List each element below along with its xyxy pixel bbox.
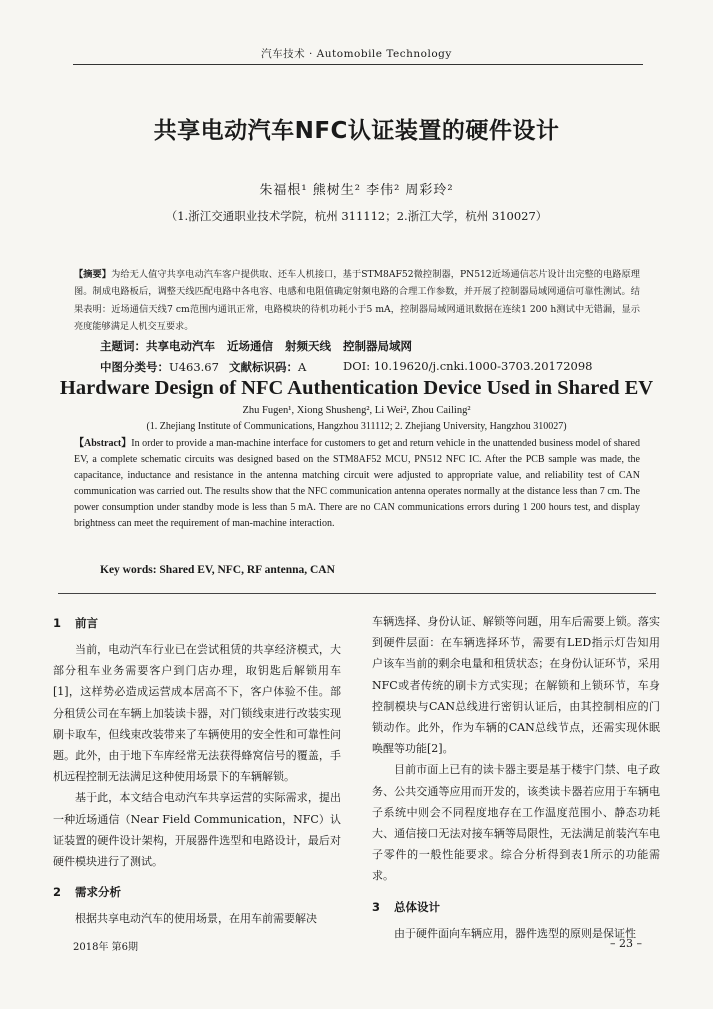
- body-paragraph: 目前市面上已有的读卡器主要是基于楼宇门禁、电子政务、公共交通等应用而开发的，该类读卡器若应用于车辆电子系统中则会不同程度地存在工作温度范围小、静态功耗大、通信接口无法对接车辆等局限性，无法满足前装汽车电子零件的一般性能要求。综合分析得到表1所示的功能需求。: [372, 763, 660, 883]
- body-paragraph: 由于硬件面向车辆应用，器件选型的原则是保证性: [394, 926, 636, 940]
- section-title: 需求分析: [75, 885, 121, 900]
- keywords-zh: [100, 338, 640, 354]
- section-divider: [58, 593, 656, 594]
- section-number: 1: [53, 616, 62, 630]
- section-number: 2: [53, 885, 62, 900]
- body-paragraph: 当前，电动汽车行业已在尝试租赁的共享经济模式，大部分租车业务需要客户到门店办理，取钥匙后解锁用车[1]，这样势必造成运营成本居高不下，客户体验不佳。部分租赁公司在车辆上加装读卡器，对门锁线束进行改装实现刷卡取车，但线束改装带来了车辆使用的安全性和可靠性问题。此外，由于地下车库经常无法获得蜂窝信号的覆盖，手机远程控制无法满足这种使用场景下的车辆解锁。: [53, 643, 341, 784]
- section-heading-requirements: [53, 880, 341, 908]
- keyword-zh: 控制器局域网: [343, 339, 412, 353]
- keywords-en: Key words: Shared EV, NFC, RF antenna, CAN: [100, 564, 335, 576]
- abstract-en-label: 【Abstract】: [74, 438, 132, 449]
- abstract-en: [74, 436, 640, 533]
- abstract-zh: [74, 266, 640, 335]
- keyword-zh: 近场通信: [227, 339, 273, 353]
- body-paragraph: 根据共享电动汽车的使用场景，在用车前需要解决: [75, 912, 317, 926]
- abstract-zh-text: 为给无人值守共享电动汽车客户提供取、还车人机接口，基于STM8AF52微控制器，PN512近场通信芯片设计出完整的电路原理图。制成电路板后，调整天线匹配电路中各电容、电感和电阻值确定射频电路的合理工作参数，并开展了控制器局域网通信可靠性测试。结果表明：近场通信天线7 cm范围内通讯正常，电路模块的待机功耗小于5 mA，控制器局域网通讯数据在连续1 200 h测试中无错漏，显示亮度能够满足人机交互要求。: [74, 269, 640, 332]
- running-head: 汽车技术 · Automobile Technology: [261, 48, 452, 60]
- section-title: 总体设计: [394, 899, 440, 914]
- header-rule: [73, 64, 643, 65]
- doi-value: 10.19620/j.cnki.1000-3703.20172098: [373, 359, 593, 373]
- authors-en: Zhu Fugen¹, Xiong Shusheng², Li Wei², Zhou Cailing²: [242, 405, 471, 416]
- footer-issue: 2018年 第6期: [73, 942, 138, 953]
- doi: [343, 359, 592, 373]
- keyword-zh: 射频天线: [285, 339, 331, 353]
- paper-title-en: Hardware Design of NFC Authentication Device Used in Shared EV: [59, 377, 654, 399]
- section-title: 前言: [75, 616, 98, 630]
- keywords-zh-label: 主题词：: [100, 339, 146, 353]
- affiliation-en: (1. Zhejiang Institute of Communications, Hangzhou 311112; 2. Zhejiang University, Hangzhou 310027): [146, 421, 567, 432]
- abstract-en-text: In order to provide a man-machine interface for customers to get and return vehicle in the unattended business model of shared EV, a complete schematic circuits was designed based on the STM8AF52 MCU, PN512 NFC IC. After the PCB sample was made, the capacitance, inductance and resistance in the antenna matching circuit were adjusted to appropriate value, and reliability test of CAN communication was carried out. The results show that the NFC communication antenna operates normally at the distance less than 7 cm. The power consumption under standby mode is less than 5 mA. There are no CAN communications errors during 1 200 hours test, and display brightness can meet the requirement of man-machine interaction.: [74, 438, 640, 530]
- clc-label: 中图分类号：: [100, 360, 169, 374]
- clc-number: [100, 360, 219, 374]
- doi-label: DOI:: [343, 359, 371, 373]
- abstract-zh-label: 【摘要】: [74, 269, 112, 280]
- classification-row: [100, 359, 640, 375]
- body-paragraph: 车辆选择、身份认证、解锁等问题，用车后需要上锁。落实到硬件层面：在车辆选择环节，需要有LED指示灯告知用户该车当前的剩余电量和租赁状态；在身份认证环节，采用NFC或者传统的刷卡方式实现；在解锁和上锁环节，车身控制模块与CAN总线进行密钥认证后，由其控制相应的门锁动作。此外，作为车辆的CAN总线节点，还需实现休眠唤醒等功能[2]。: [372, 615, 660, 756]
- body-column-right: [372, 611, 660, 944]
- section-heading-introduction: [53, 611, 341, 639]
- page-number: – 23 –: [610, 937, 642, 950]
- keyword-zh: 共享电动汽车: [146, 339, 215, 353]
- document-code: [229, 359, 306, 375]
- affiliation-zh: （1.浙江交通职业技术学院，杭州 311112；2.浙江大学，杭州 310027）: [165, 209, 548, 223]
- body-paragraph: 基于此，本文结合电动汽车共享运营的实际需求，提出一种近场通信（Near Field Communication，NFC）认证装置的硬件设计架构，开展器件选型和电路设计，最后对硬件模块进行了测试。: [53, 791, 341, 869]
- body-column-left: [53, 611, 341, 929]
- doc-code-value: A: [298, 360, 307, 374]
- paper-title-zh: 共享电动汽车NFC认证装置的硬件设计: [153, 118, 560, 144]
- section-heading-design: [372, 895, 660, 923]
- section-number: 3: [372, 899, 381, 914]
- doc-code-label: 文献标识码：: [229, 360, 298, 374]
- authors-zh: 朱福根¹ 熊树生² 李伟² 周彩玲²: [259, 183, 454, 198]
- clc-value: U463.67: [169, 360, 219, 374]
